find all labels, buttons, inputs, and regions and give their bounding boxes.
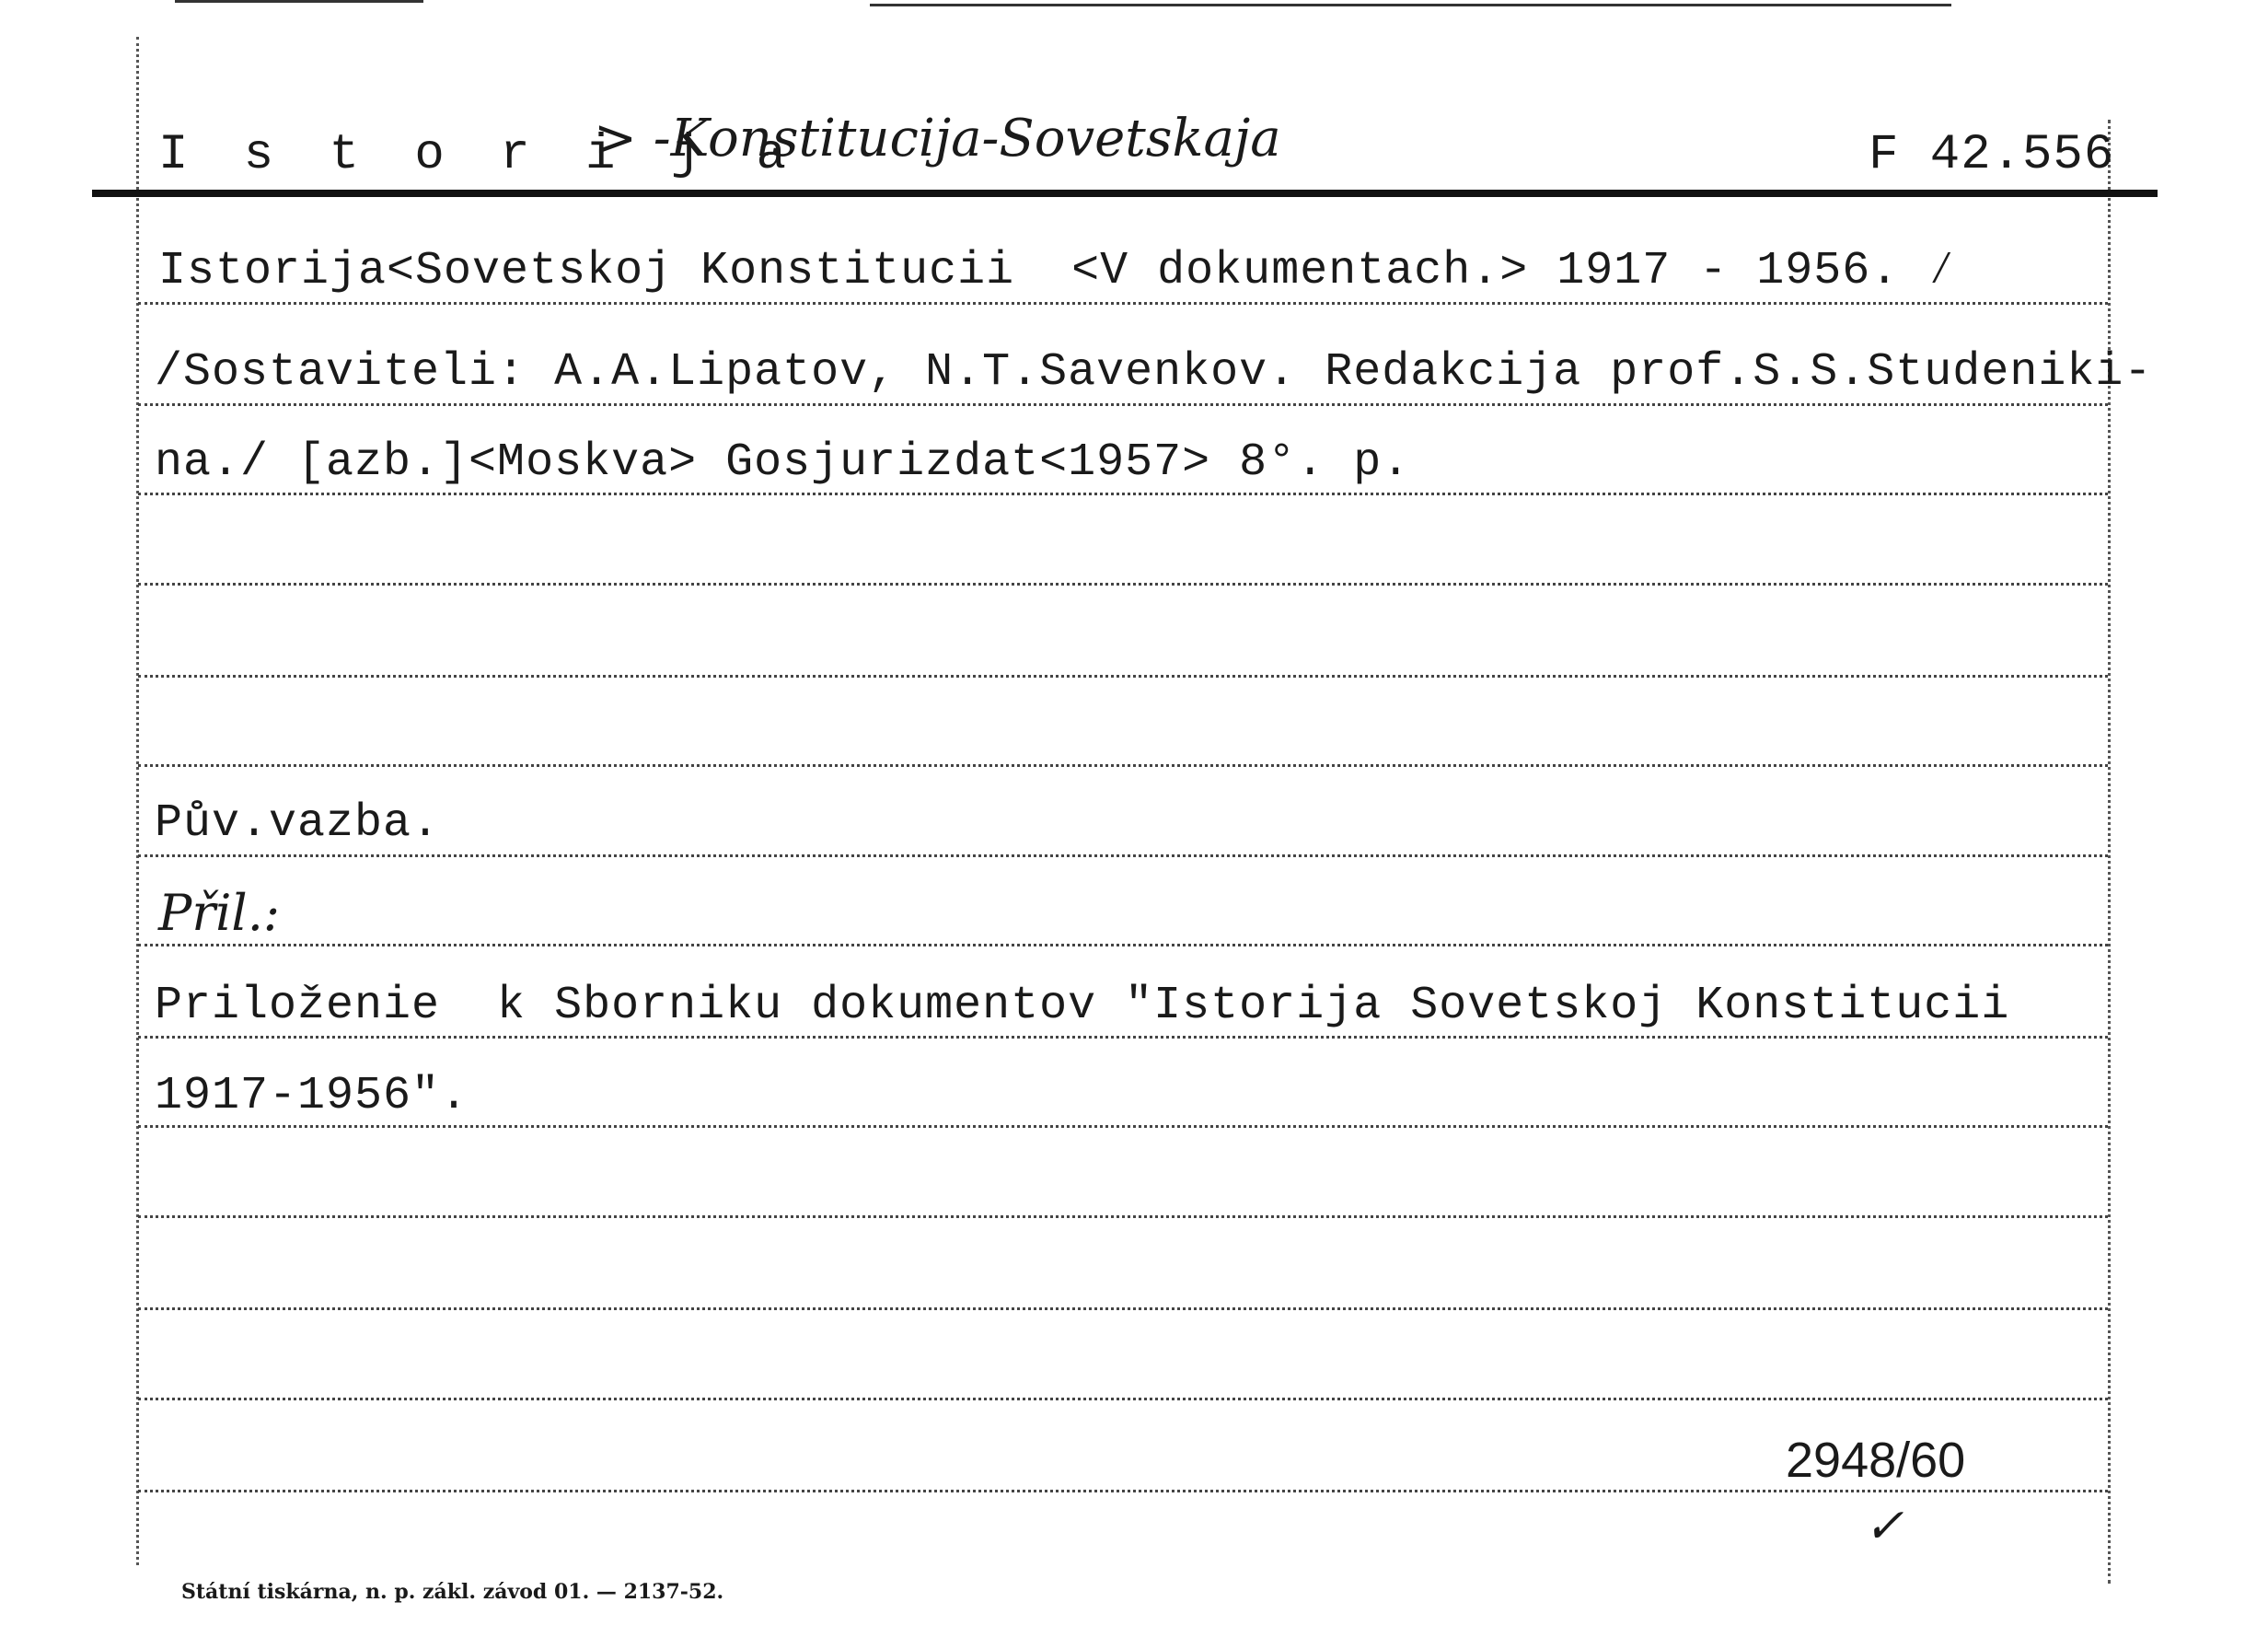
left-margin-dots	[136, 37, 139, 1565]
ruled-line-13	[138, 1398, 2108, 1400]
binding-note: Pův.vazba.	[155, 797, 441, 850]
ruled-line-8	[138, 944, 2108, 946]
right-margin-dots	[2108, 120, 2111, 1584]
supplement-line-1: Priloženie k Sborniku dokumentov "Istorija Sovetskoj Konstitucii	[155, 980, 2010, 1032]
printer-imprint: Státní tiskárna, n. p. zákl. závod 01. — 2137-52.	[181, 1580, 724, 1604]
title-line-3: na./ [azb.]<Moskva> Gosjurizdat<1957> 8°. p.	[155, 436, 1411, 489]
ruled-line-12	[138, 1307, 2108, 1310]
heading-spaced-title: I s t o r i j a	[158, 127, 800, 183]
top-rule-left	[175, 0, 423, 3]
title-line-1: Istorija<Sovetskoj Konstitucii <V dokumentach.> 1917 - 1956. ⁄	[158, 245, 1957, 297]
check-mark: ✓	[1864, 1499, 1904, 1554]
ruled-line-6	[138, 764, 2108, 767]
ruled-line-2	[138, 403, 2108, 406]
shelfmark: F 42.556	[1869, 127, 2115, 183]
title-line-2: /Sostaviteli: A.A.Lipatov, N.T.Savenkov. Redakcija prof.S.S.Studeniki-	[155, 346, 2153, 399]
ruled-line-14	[138, 1490, 2108, 1492]
ruled-line-3	[138, 493, 2108, 495]
ruled-line-5	[138, 675, 2108, 678]
heading-handwritten-subject: > -Konstitucija-Sovetskaja	[594, 109, 1281, 168]
ruled-line-1	[138, 302, 2108, 305]
heading-rule	[92, 190, 2158, 197]
handwritten-supplement-label: Přil.:	[158, 884, 281, 942]
ruled-line-7	[138, 854, 2108, 857]
ruled-line-11	[138, 1215, 2108, 1218]
supplement-line-2: 1917-1956".	[155, 1070, 469, 1122]
ruled-line-10	[138, 1125, 2108, 1128]
ruled-line-4	[138, 583, 2108, 586]
ruled-line-9	[138, 1036, 2108, 1039]
accession-number: 2948/60	[1786, 1433, 1966, 1488]
top-rule-center	[870, 4, 1951, 6]
